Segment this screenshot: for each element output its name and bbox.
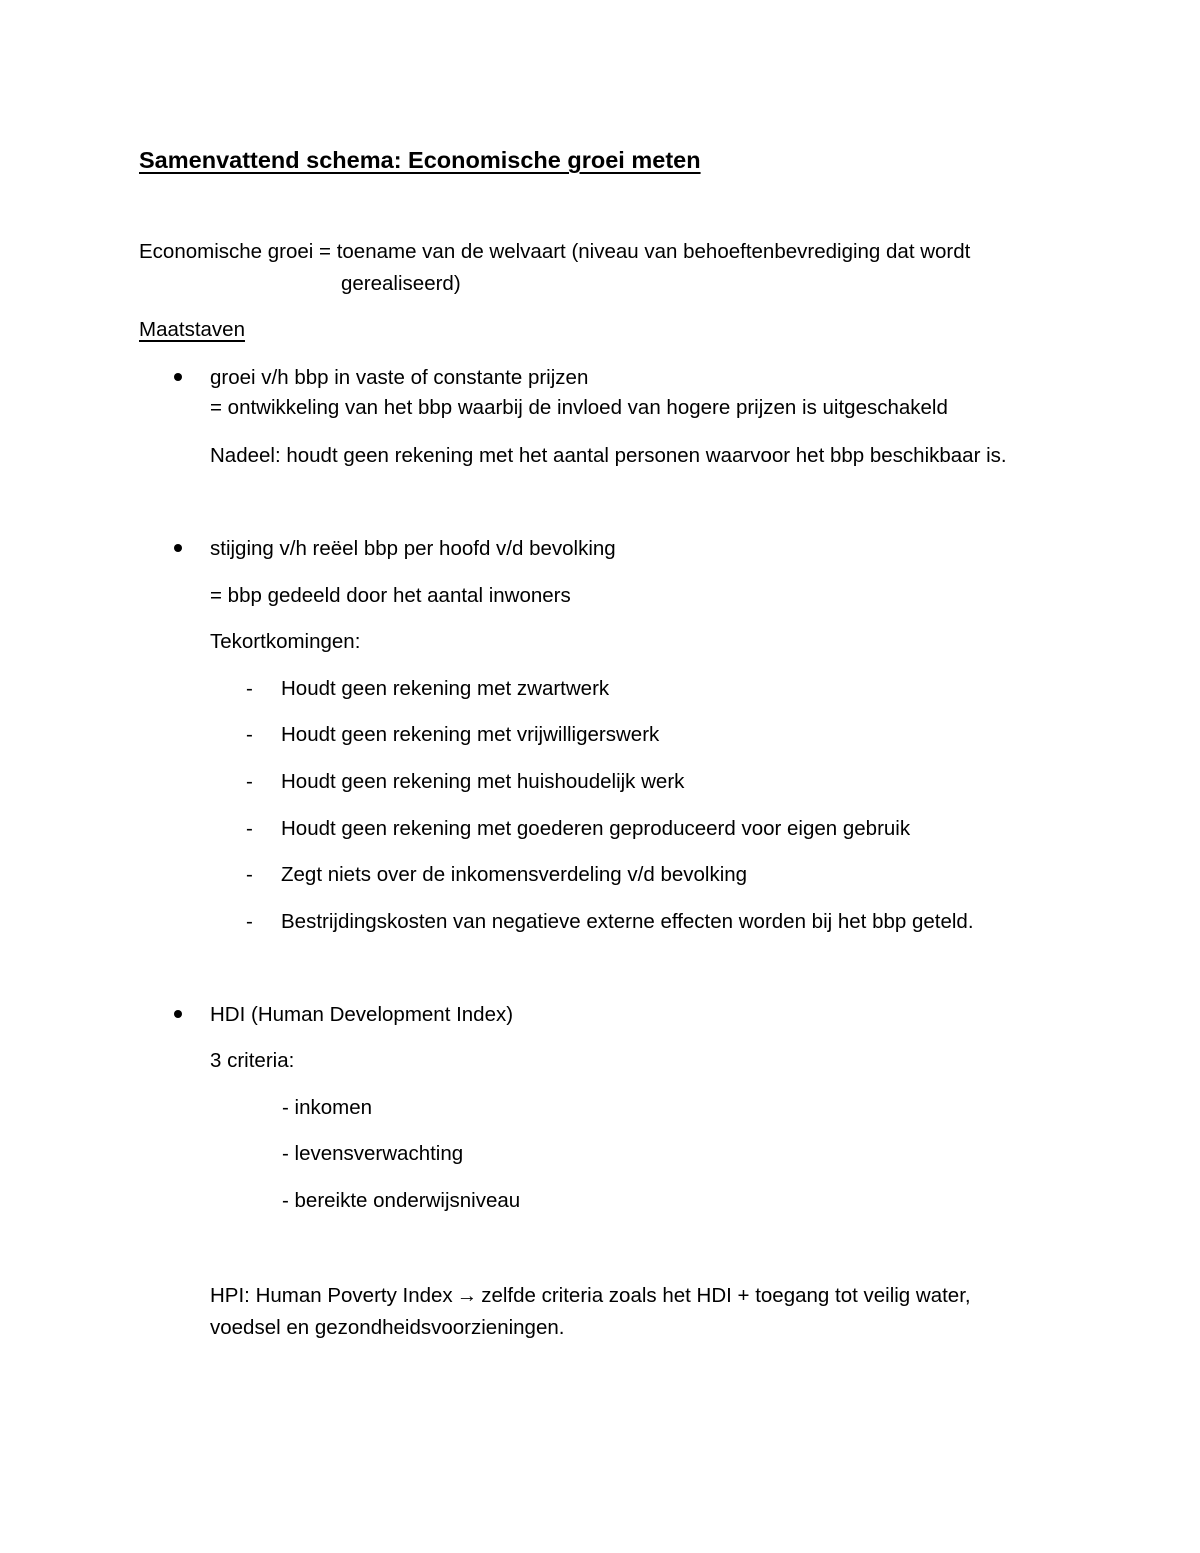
hpi-label: HPI: Human Poverty Index [210, 1284, 453, 1307]
definition-line-2: gerealiseerd) [341, 272, 461, 295]
section-heading-maatstaven: Maatstaven [139, 318, 245, 341]
dash-marker: - [246, 817, 253, 840]
item-1-note: Nadeel: houdt geen rekening met het aantal personen waarvoor het bbp beschikbaar is. [210, 444, 1007, 467]
item-1-definition: = ontwikkeling van het bbp waarbij de invloed van hogere prijzen is uitgeschakeld [210, 396, 948, 419]
dash-marker: - [246, 723, 253, 746]
arrow-right-icon: → [456, 1284, 478, 1307]
bullet-icon [174, 544, 182, 552]
definition-line-1: Economische groei = toename van de welvaart (niveau van behoeftenbevrediging dat wordt [139, 240, 971, 263]
item-1-heading: groei v/h bbp in vaste of constante prijzen [210, 366, 589, 389]
dash-marker: - [246, 770, 253, 793]
item-2-heading: stijging v/h reëel bbp per hoofd v/d bevolking [210, 537, 616, 560]
list-item: Bestrijdingskosten van negatieve externe effecten worden bij het bbp geteld. [281, 910, 974, 933]
criteria-item: - levensverwachting [282, 1142, 464, 1165]
list-item: Houdt geen rekening met zwartwerk [281, 677, 610, 700]
list-item: Houdt geen rekening met goederen geproduceerd voor eigen gebruik [281, 817, 911, 840]
dash-marker: - [246, 863, 253, 886]
hpi-line-1 [210, 1283, 971, 1309]
item-3-heading: HDI (Human Development Index) [210, 1003, 514, 1026]
criteria-item: - inkomen [282, 1096, 373, 1119]
item-2-subheading: Tekortkomingen: [210, 630, 361, 653]
list-item: Zegt niets over de inkomensverdeling v/d bevolking [281, 863, 748, 886]
bullet-icon [174, 1010, 182, 1018]
bullet-icon [174, 373, 182, 381]
hpi-line-2: voedsel en gezondheidsvoorzieningen. [210, 1316, 565, 1339]
dash-marker: - [246, 677, 253, 700]
criteria-item: - bereikte onderwijsniveau [282, 1189, 521, 1212]
item-3-subheading: 3 criteria: [210, 1049, 295, 1072]
page-title: Samenvattend schema: Economische groei meten [139, 147, 701, 173]
dash-marker: - [246, 910, 253, 933]
list-item: Houdt geen rekening met vrijwilligerswerk [281, 723, 660, 746]
list-item: Houdt geen rekening met huishoudelijk werk [281, 770, 685, 793]
item-2-definition: = bbp gedeeld door het aantal inwoners [210, 584, 571, 607]
hpi-description: zelfde criteria zoals het HDI + toegang tot veilig water, [481, 1284, 971, 1307]
